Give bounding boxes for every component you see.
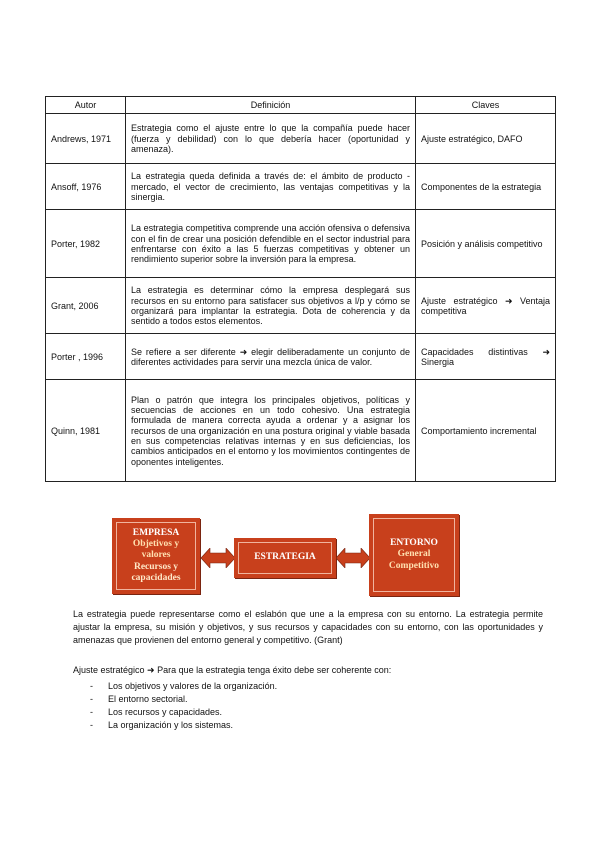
header-definicion: Definición [126, 97, 416, 114]
table-row [46, 114, 556, 164]
cell-definicion: Estrategia como el ajuste entre lo que la compañía puede hacer (fuerza y debilidad) con lo que debería hacer (oportunidad y amenaza). [126, 114, 416, 164]
list-item: - Los objetivos y valores de la organización. [90, 680, 277, 693]
header-autor: Autor [46, 97, 126, 114]
entorno-box [369, 514, 459, 596]
table-header-row [46, 97, 556, 114]
cell-autor: Porter , 1996 [46, 334, 126, 380]
empresa-line4: capacidades [131, 573, 181, 584]
strategy-diagram [0, 510, 600, 600]
double-arrow-right-icon [336, 548, 370, 568]
empresa-line1: Objetivos y [132, 538, 180, 549]
empresa-line3: Recursos y [133, 561, 179, 572]
cell-definicion: Plan o patrón que integra los principales objetivos, políticas y secuencias de acciones en un todo cohesivo. Una estrategia formulada de manera correcta ayuda a ordenar y a asignar los recursos de una organización en una postura original y viable basada en sus competencias relativas internas y en sus deficiencias, los cambios anticipados en el entorno y los movimientos contingentes de oponentes inteligentes. [126, 380, 416, 482]
table-row [46, 210, 556, 278]
cell-definicion: La estrategia es determinar cómo la empresa desplegará sus recursos en su entorno para satisfacer sus objetivos a l/p y cómo se organizará para implantar la estrategia. Dota de coherencia y da sentido a todos estos elementos. [126, 278, 416, 334]
cell-claves: Ajuste estratégico ➜ Ventaja competitiva [416, 278, 556, 334]
entorno-line2: Competitivo [388, 560, 440, 571]
empresa-box [112, 518, 200, 594]
cell-autor: Ansoff, 1976 [46, 164, 126, 210]
table-row [46, 278, 556, 334]
estrategia-box [234, 538, 336, 578]
list-item: - La organización y los sistemas. [90, 719, 277, 732]
empresa-title: EMPRESA [132, 527, 180, 538]
body-paragraph: La estrategia puede representarse como el eslabón que une a la empresa con su entorno. La estrategia permite ajustar la empresa, su misión y objetivos, y sus recursos y capacidades con su entorno, con las oportunidades y amenazas que provienen del entorno general y competitivo. (Grant) [73, 609, 543, 645]
list-item: - Los recursos y capacidades. [90, 706, 277, 719]
cell-autor: Porter, 1982 [46, 210, 126, 278]
table-row [46, 380, 556, 482]
cell-claves: Componentes de la estrategia [416, 164, 556, 210]
cell-autor: Quinn, 1981 [46, 380, 126, 482]
cell-definicion: Se refiere a ser diferente ➜ elegir deliberadamente un conjunto de diferentes actividades para servir una mezcla única de valor. [126, 334, 416, 380]
cell-claves: Posición y análisis competitivo [416, 210, 556, 278]
coherence-list [90, 680, 277, 732]
estrategia-title: ESTRATEGIA [254, 552, 316, 563]
table-row [46, 334, 556, 380]
header-claves: Claves [416, 97, 556, 114]
double-arrow-left-icon [201, 548, 235, 568]
cell-autor: Andrews, 1971 [46, 114, 126, 164]
cell-autor: Grant, 2006 [46, 278, 126, 334]
cell-claves: Ajuste estratégico, DAFO [416, 114, 556, 164]
table-row [46, 164, 556, 210]
empresa-line2: valores [141, 550, 171, 561]
ajuste-heading: Ajuste estratégico ➜ Para que la estrategia tenga éxito debe ser coherente con: [73, 665, 392, 675]
list-item: - El entorno sectorial. [90, 693, 277, 706]
entorno-title: ENTORNO [390, 537, 438, 548]
cell-definicion: La estrategia queda definida a través de: el ámbito de producto - mercado, el vector de crecimiento, las ventajas competitivas y la sinergia. [126, 164, 416, 210]
cell-claves: Capacidades distintivas ➜ Sinergia [416, 334, 556, 380]
cell-claves: Comportamiento incremental [416, 380, 556, 482]
entorno-line1: General [397, 549, 431, 560]
definitions-table [45, 96, 556, 482]
cell-definicion: La estrategia competitiva comprende una acción ofensiva o defensiva con el fin de crear una posición defendible en el sector industrial para enfrentarse con éxito a las 5 fuerzas competitivas y obtener un rendimiento superior sobre la inversión para la empresa. [126, 210, 416, 278]
